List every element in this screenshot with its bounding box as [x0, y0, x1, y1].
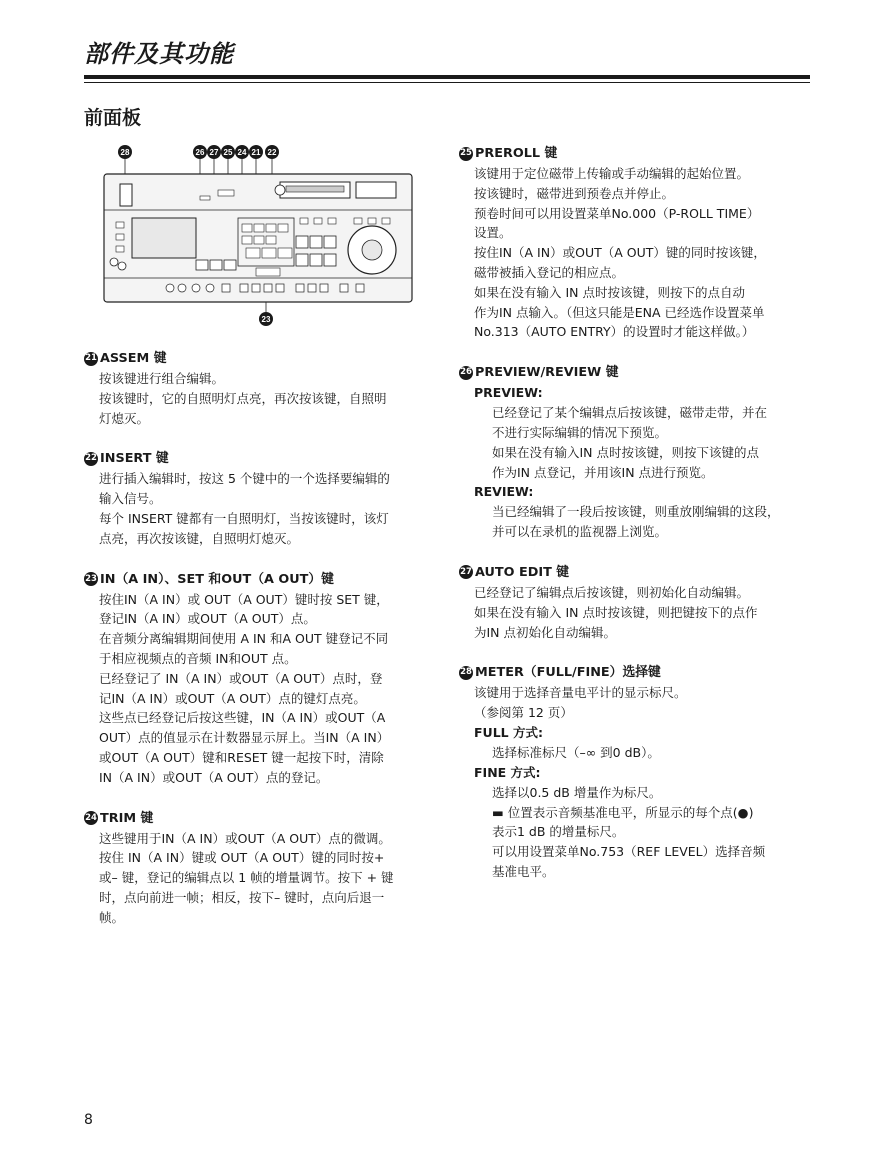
insert-key-1: [266, 224, 276, 232]
entry-22-line: 进行插入编辑时，按这 5 个键中的一个选择要编辑的: [99, 471, 390, 487]
entry-25-line: 如果在没有输入 IN 点时按该键，则按下的点自动: [474, 284, 745, 300]
bottom-key-3: [252, 284, 260, 292]
entry-26: [459, 362, 815, 542]
transport-key-2: [310, 236, 322, 248]
entry-25: [459, 143, 815, 342]
entry-28: [459, 662, 815, 881]
review-line: 当已经编辑了一段后按该键，则重放刚编辑的这段，: [492, 504, 780, 520]
small-key-4: [354, 218, 362, 224]
preview-subtitle: PREVIEW:: [474, 385, 543, 401]
entry-27-title-text: AUTO EDIT 键: [475, 564, 570, 580]
entry-24-line: 帧。: [99, 909, 125, 925]
transport-key-4: [296, 254, 308, 266]
callout-27: [207, 145, 221, 159]
fine-mode-line: ▬ 位置表示音频基准电平，所显示的每个点(●): [492, 804, 754, 820]
callout-25: [221, 145, 235, 159]
entry-23-line: 在音频分离编辑期间使用 A IN 和A OUT 键登记不同: [99, 631, 389, 647]
left-switch-3: [116, 246, 124, 252]
entry-23-line: 这些点已经登记后按这些键，IN（A IN）或OUT（A: [99, 710, 386, 726]
entry-26-title: [459, 362, 815, 383]
section-title: 前面板: [84, 107, 142, 129]
entry-22-line: 点亮，再次按该键，自照明灯熄灭。: [99, 530, 300, 546]
entry-25-title: [459, 143, 815, 164]
entry-21: [84, 348, 438, 428]
callout-22: [265, 145, 279, 159]
entry-25-line: 设置。: [474, 225, 512, 241]
trim-key: [242, 224, 252, 232]
entry-23-number-badge: 23: [84, 572, 98, 586]
entry-23-line: 按住IN（A IN）或 OUT（A OUT）键时按 SET 键，: [99, 591, 389, 607]
preview-line: 已经登记了某个编辑点后按该键，磁带走带，并在: [492, 405, 768, 421]
insert-key-5: [266, 236, 276, 244]
review-subtitle: REVIEW:: [474, 484, 534, 500]
entry-21-line: 按该键进行组合编辑。: [99, 371, 225, 386]
callout-27-label: 27: [209, 148, 219, 157]
phones-level-knob: [118, 262, 126, 270]
callout-24: [235, 145, 249, 159]
entry-21-line: 按该键时，它的自照明灯点亮，再次按该键，自照明: [99, 390, 387, 406]
power-switch: [120, 184, 132, 206]
insert-key-4: [254, 236, 264, 244]
transport-key-3: [324, 236, 336, 248]
left-switch-2: [116, 234, 124, 240]
bottom-key-2: [240, 284, 248, 292]
callout-21: [249, 145, 263, 159]
entry-23-line: 已经登记了 IN（A IN）或OUT（A OUT）点时，登: [99, 670, 383, 686]
preroll-key: [224, 260, 236, 270]
bottom-key-9: [340, 284, 348, 292]
small-key-5: [368, 218, 376, 224]
left-switch-1: [116, 222, 124, 228]
small-key-3: [328, 218, 336, 224]
entry-27-line: 为IN 点初始化自动编辑。: [474, 624, 617, 640]
entry-24-title: [84, 808, 438, 829]
jog-dial-center: [362, 240, 382, 260]
preview-line: 不进行实际编辑的情况下预览。: [492, 424, 668, 440]
entry-22-number-badge: 22: [84, 452, 98, 466]
fine-mode-line: 选择以0.5 dB 增量作为标尺。: [492, 784, 662, 800]
bottom-knob-1: [166, 284, 174, 292]
transport-key-1: [296, 236, 308, 248]
indicator-led-2: [218, 190, 234, 196]
indicator-led-1: [200, 196, 210, 200]
bottom-key-1: [222, 284, 230, 292]
assem-key: [254, 224, 264, 232]
page-number: 8: [84, 1112, 93, 1128]
entry-28-title-text: METER（FULL/FINE）选择键: [475, 665, 661, 681]
bottom-knob-4: [206, 284, 214, 292]
front-panel-figure: [100, 140, 418, 330]
a-in-a-out-keys: [256, 268, 280, 276]
title-rule-thick: [84, 75, 810, 79]
small-key-1: [300, 218, 308, 224]
entry-28-number-badge: 28: [459, 666, 473, 680]
callout-21-label: 21: [251, 148, 261, 157]
fine-mode-line: 可以用设置菜单No.753（REF LEVEL）选择音频: [492, 844, 766, 860]
left-column: [84, 348, 438, 948]
bottom-key-8: [320, 284, 328, 292]
entry-27-line: 如果在没有输入 IN 点时按该键，则把键按下的点作: [474, 604, 758, 620]
entry-21-number-badge: 21: [84, 352, 98, 366]
cassette-slot-door: [286, 186, 344, 192]
entry-23-line: 于相应视频点的音频 IN和OUT 点。: [99, 650, 297, 666]
callout-28-label: 28: [120, 148, 130, 157]
entry-22-title-text: INSERT 键: [100, 451, 169, 467]
entry-26-number-badge: 26: [459, 366, 473, 380]
entry-22-line: 每个 INSERT 键都有一自照明灯，当按该键时，该灯: [99, 510, 389, 526]
entry-21-title: [84, 348, 438, 369]
entry-22-line: 输入信号。: [99, 491, 162, 507]
entry-23-line: 登记IN（A IN）或OUT（A OUT）点。: [99, 611, 316, 627]
out-key: [278, 248, 292, 258]
bottom-knob-3: [192, 284, 200, 292]
bottom-key-10: [356, 284, 364, 292]
entry-25-line: 该键用于定位磁带上传输或手动编辑的起始位置。: [474, 166, 750, 181]
entry-27-title: [459, 562, 815, 583]
phones-jack: [110, 258, 118, 266]
callout-22-label: 22: [267, 148, 277, 157]
entry-23-title-text: IN（A IN）、SET 和OUT（A OUT）键: [100, 571, 334, 587]
entry-28-line: 该键用于选择音量电平计的显示标尺。: [474, 685, 687, 701]
full-mode-line: 选择标准标尺（–∞ 到0 dB）。: [492, 744, 660, 760]
set-key: [262, 248, 276, 258]
entry-26-title-text: PREVIEW/REVIEW 键: [475, 365, 619, 381]
display-window: [132, 218, 196, 258]
eject-area: [356, 182, 396, 198]
callout-24-label: 24: [237, 148, 247, 157]
transport-key-6: [324, 254, 336, 266]
bottom-key-7: [308, 284, 316, 292]
entry-28-title: [459, 662, 815, 683]
entry-23-line: OUT）点的值显示在计数器显示屏上。当IN（A IN）: [99, 730, 390, 746]
entry-24-line: 时，点向前进一帧；相反，按下– 键时，点向后退一: [99, 889, 385, 905]
front-panel-drawing: [100, 140, 418, 330]
entry-24-line: 或– 键，登记的编辑点以 1 帧的增量调节。按下 + 键: [99, 870, 394, 886]
entry-25-number-badge: 25: [459, 147, 473, 161]
entry-25-line: 按该键时，磁带进到预卷点并停止。: [474, 185, 675, 201]
callout-26: [193, 145, 207, 159]
entry-24: [84, 808, 438, 928]
insert-key-3: [242, 236, 252, 244]
preview-line: 如果在没有输入IN 点时按该键，则按下该键的点: [492, 444, 760, 460]
callout-28: [118, 145, 132, 159]
entry-21-title-text: ASSEM 键: [100, 351, 167, 366]
entry-25-line: 作为IN 点输入。（但这只能是ENA 已经选作设置菜单: [474, 304, 765, 320]
entry-24-number-badge: 24: [84, 811, 98, 825]
entry-25-line: 磁带被插入登记的相应点。: [474, 264, 625, 280]
entry-21-line: 灯熄灭。: [99, 410, 150, 426]
entry-23-line: 记IN（A IN）或OUT（A OUT）点的键灯点亮。: [99, 690, 366, 706]
review-line: 并可以在录机的监视器上浏览。: [492, 524, 668, 540]
right-column: [459, 143, 815, 902]
callout-26-label: 26: [195, 148, 205, 157]
entry-25-title-text: PREROLL 键: [475, 146, 558, 161]
fine-mode-subtitle: FINE 方式:: [474, 764, 541, 780]
entry-23-title: [84, 569, 438, 590]
entry-27-number-badge: 27: [459, 565, 473, 579]
entry-23-line: IN（A IN）或OUT（A OUT）点的登记。: [99, 769, 329, 785]
callout-25-label: 25: [223, 148, 233, 157]
entry-25-line: No.313（AUTO ENTRY）的设置时才能这样做。）: [474, 324, 755, 340]
bottom-key-4: [264, 284, 272, 292]
entry-28-line: （参阅第 12 页）: [474, 705, 573, 721]
entry-23-line: 或OUT（A OUT）键和RESET 键一起按下时，清除: [99, 749, 384, 765]
entry-24-line: 这些键用于IN（A IN）或OUT（A OUT）点的微调。: [99, 830, 391, 846]
transport-key-5: [310, 254, 322, 266]
bottom-key-6: [296, 284, 304, 292]
entry-22: [84, 448, 438, 548]
entry-27: [459, 562, 815, 642]
insert-key-2: [278, 224, 288, 232]
small-key-2: [314, 218, 322, 224]
entry-25-line: 预卷时间可以用设置菜单No.000（P-ROLL TIME）: [474, 205, 760, 221]
fine-mode-line: 表示1 dB 的增量标尺。: [492, 824, 625, 840]
full-mode-subtitle: FULL 方式:: [474, 724, 543, 740]
entry-24-line: 按住 IN（A IN）键或 OUT（A OUT）键的同时按+: [99, 850, 385, 866]
bottom-key-5: [276, 284, 284, 292]
callout-23-label: 23: [261, 315, 271, 324]
small-key-6: [382, 218, 390, 224]
auto-edit-key: [210, 260, 222, 270]
preview-line: 作为IN 点登记，并用该IN 点进行预览。: [492, 464, 714, 480]
entry-22-title: [84, 448, 438, 469]
entry-25-line: 按住IN（A IN）或OUT（A OUT）键的同时按该键，: [474, 245, 766, 261]
entry-24-title-text: TRIM 键: [100, 810, 154, 826]
entry-23: [84, 569, 438, 788]
in-key: [246, 248, 260, 258]
fine-mode-line: 基准电平。: [492, 863, 555, 879]
entry-27-line: 已经登记了编辑点后按该键，则初始化自动编辑。: [474, 584, 750, 600]
page-title: 部件及其功能: [84, 40, 234, 68]
slot-left-knob: [275, 185, 285, 195]
preview-key: [196, 260, 208, 270]
bottom-knob-2: [178, 284, 186, 292]
callout-23: [259, 312, 273, 326]
title-rule-thin: [84, 82, 810, 83]
